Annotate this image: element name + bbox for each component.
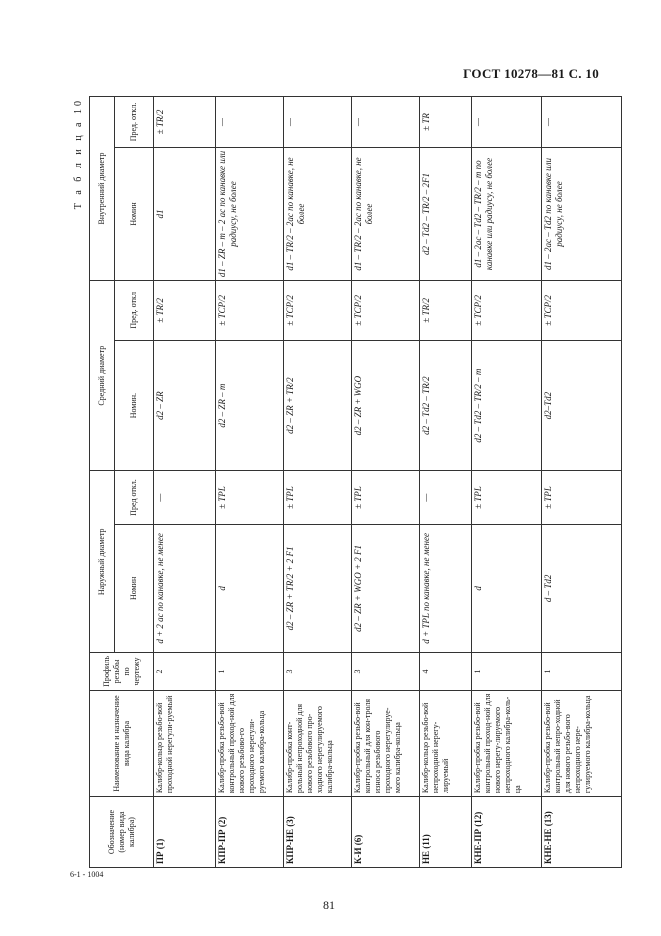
row-purpose: Калибр-пробка резьбо-вой контрольный для кон-троля износа резьбового проходного нерегулируе-мого калибра-кольца (352, 690, 420, 796)
col-designation: Обозначение (номер вида калибра) (90, 797, 154, 868)
row-inner-dev: — (542, 97, 622, 148)
table-row (420, 97, 472, 868)
row-middle-dev: ± TCP/2 (216, 280, 284, 340)
row-middle-dev: ± TR/2 (420, 280, 472, 340)
row-designation: КПР-НЕ (3) (284, 797, 352, 868)
row-outer-nominal: d (472, 524, 542, 652)
row-middle-nominal: d2 – Td2 – TR/2 – m (472, 340, 542, 471)
col-profile: Профиль резьбы по чертежу (90, 653, 154, 691)
row-outer-nominal: d (216, 524, 284, 652)
row-inner-nominal: d1 – 2aс – Td2 по канавке или радиусу, не более (542, 148, 622, 281)
row-middle-nominal: d2 – ZR – m (216, 340, 284, 471)
row-inner-nominal: d1 – ZR – m – 2 aс по канавке или радиусу, не более (216, 148, 284, 281)
row-inner-dev: ± TR (420, 97, 472, 148)
table-row (352, 97, 420, 868)
page-header: ГОСТ 10278—81 С. 10 (463, 66, 599, 81)
row-outer-nominal: d2 – ZR + WGO + 2 F1 (352, 524, 420, 652)
row-outer-nominal: d2 – ZR + TR/2 + 2 F1 (284, 524, 352, 652)
row-profile: 3 (284, 653, 352, 691)
row-inner-dev: ± TR/2 (154, 97, 216, 148)
row-inner-dev: — (284, 97, 352, 148)
row-designation: ПР (1) (154, 797, 216, 868)
row-inner-nominal: d1 – TR/2 – 2aс по канавке, не более (352, 148, 420, 281)
col-middle: Средний диаметр (90, 280, 115, 471)
table-caption: Т а б л и ц а 10 (73, 98, 84, 210)
row-designation: К-И (6) (352, 797, 420, 868)
row-outer-dev: ± TPL (284, 471, 352, 524)
row-outer-nominal: d – Td2 (542, 524, 622, 652)
col-outer: Наружный диаметр (90, 471, 115, 653)
row-outer-dev: ± TPL (216, 471, 284, 524)
col-middle-dev: Пред. откл (115, 280, 154, 340)
gauge-table (89, 96, 622, 868)
table-area (73, 96, 592, 868)
row-purpose: Калибр-пробка резьбо-вой контрольный проход-ной для нового нерегу-лируемого непроходного калибра-коль-ца (472, 690, 542, 796)
col-middle-nominal: Номин. (115, 340, 154, 471)
table-row (542, 97, 622, 868)
row-middle-nominal: d2 – ZR (154, 340, 216, 471)
row-middle-dev: ± TR/2 (154, 280, 216, 340)
row-designation: КНЕ-ПР (12) (472, 797, 542, 868)
page-number: 81 (323, 898, 335, 912)
row-outer-dev: ± TPL (472, 471, 542, 524)
table-row (216, 97, 284, 868)
row-outer-dev: — (154, 471, 216, 524)
row-inner-nominal: d2 – Td2 – TR/2 – 2F1 (420, 148, 472, 281)
row-middle-nominal: d2 – ZR + TR/2 (284, 340, 352, 471)
row-outer-dev: ± TPL (542, 471, 622, 524)
row-profile: 1 (542, 653, 622, 691)
col-purpose: Наименование и назначение вида калибра (90, 690, 154, 796)
table-row (284, 97, 352, 868)
row-profile: 4 (420, 653, 472, 691)
row-inner-dev: — (472, 97, 542, 148)
row-purpose: Калибр-пробка резьбо-вой контрольный проход-ной для нового резьбово-го проходного нерегули-руемого калибра-кольца (216, 690, 284, 796)
row-purpose: Калибр-пробка резьбо-вой контрольный непро-ходной для нового резьбо-вого непроходного нере-гулируемого калибра-кольца (542, 690, 622, 796)
row-purpose: Калибр-кольцо резьбо-вой проходной нерегули-руемый (154, 690, 216, 796)
row-middle-dev: ± TCP/2 (472, 280, 542, 340)
row-inner-dev: — (216, 97, 284, 148)
row-inner-dev: — (352, 97, 420, 148)
row-outer-dev: ± TPL (352, 471, 420, 524)
row-inner-nominal: d1 – 2aс – Td2 – TR/2 – m по канавке или радиусу, не более (472, 148, 542, 281)
row-outer-nominal: d + TPL по канавке, не менее (420, 524, 472, 652)
footer-code: 6-1 - 1004 (70, 870, 104, 879)
row-outer-nominal: d + 2 aс по канавке, не менее (154, 524, 216, 652)
row-outer-dev: — (420, 471, 472, 524)
col-outer-nominal: Номин (115, 524, 154, 652)
col-outer-dev: Пред откл. (115, 471, 154, 524)
col-inner: Внутренний диаметр (90, 97, 115, 281)
rotated-table (73, 96, 592, 868)
row-profile: 1 (216, 653, 284, 691)
row-inner-nominal: d1 (154, 148, 216, 281)
row-designation: КПР-ПР (2) (216, 797, 284, 868)
row-profile: 1 (472, 653, 542, 691)
row-purpose: Калибр-кольцо резьбо-вой непроходной нерегу-лируемый (420, 690, 472, 796)
row-profile: 2 (154, 653, 216, 691)
row-purpose: Калибр-пробка конт-рольный непроходной для нового резьбового про-ходного нерегулируемого калибра-кольца (284, 690, 352, 796)
row-middle-dev: ± TCP/2 (284, 280, 352, 340)
row-inner-nominal: d1 – TR/2 – 2aс по канавке, не более (284, 148, 352, 281)
row-middle-dev: ± TCP/2 (542, 280, 622, 340)
col-inner-nominal: Номин (115, 148, 154, 281)
row-profile: 3 (352, 653, 420, 691)
table-row (472, 97, 542, 868)
table-row (154, 97, 216, 868)
row-designation: КНЕ-НЕ (13) (542, 797, 622, 868)
row-middle-nominal: d2 – Td2 – TR/2 (420, 340, 472, 471)
row-middle-nominal: d2–Td2 (542, 340, 622, 471)
row-designation: НЕ (11) (420, 797, 472, 868)
row-middle-dev: ± TCP/2 (352, 280, 420, 340)
col-inner-dev: Пред. откл. (115, 97, 154, 148)
row-middle-nominal: d2 – ZR + WGO (352, 340, 420, 471)
